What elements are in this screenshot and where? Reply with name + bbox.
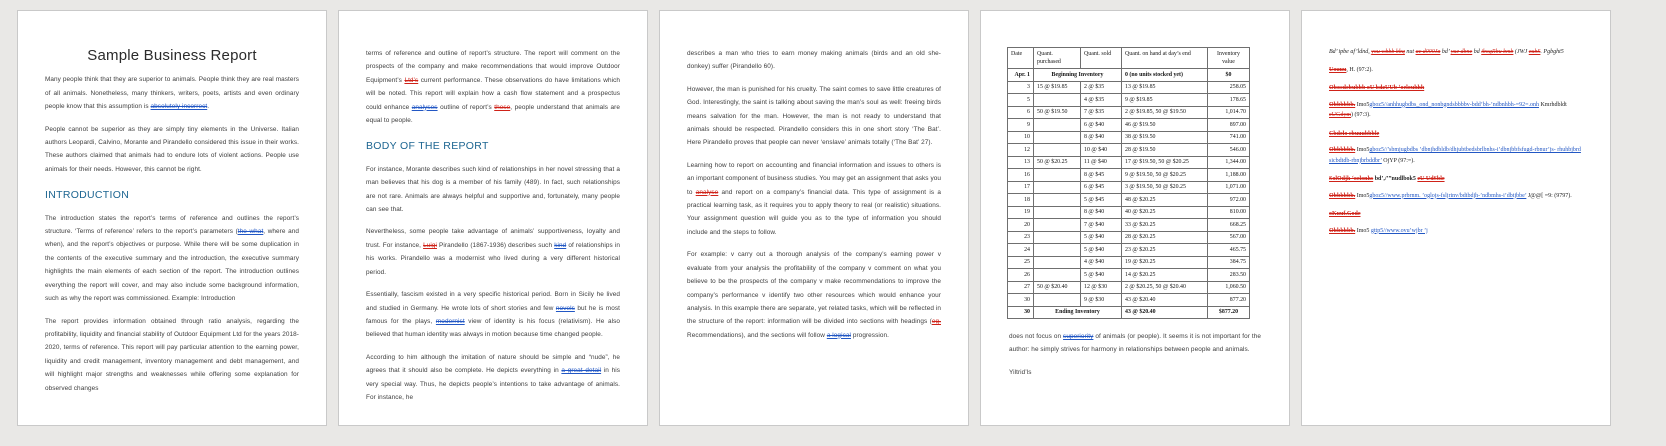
tracked-change: Ltd’s xyxy=(404,76,419,84)
table-cell: 46 @ $19.50 xyxy=(1122,119,1208,132)
tracked-change: ac d000Ja xyxy=(1415,49,1441,55)
reference-entry: Obbbbbb. Imo5gboz5//anhhugbdbs_ond_nonbgndsbbbbv-bdd’bh-’ndbnhbh-=92=.onh Kmrhdbldt eUGdym) (97:3). xyxy=(1329,101,1567,118)
paragraph: terms of reference and outline of report’s structure. The report will comment on the prospects of the company and make recommendations that would improve Outdoor Equipment’s Ltd’s current performance. These observations do have limitations which will be noted. This report will explain how a cash flow statement and a prospectus could enhance analyses outline of report’s these, people understand that animals are equal to people. xyxy=(366,50,620,125)
table-cell: Beginning Inventory xyxy=(1034,69,1122,82)
paragraph: According to him although the imitation of nature should be simple and “nude”, he agrees that it should also be complete. He depicts everything in a great detail in his very special way. Thus, he depicts people’s intentions to take advantage of animals. For instance, he xyxy=(366,353,621,401)
document-page-1[interactable] xyxy=(17,10,327,426)
paragraph: describes a man who tries to earn money making animals (birds and an old she-donkey) suffer (Pirandello 60). xyxy=(687,50,941,71)
table-cell: 7 @ $40 xyxy=(1081,219,1122,232)
table-cell xyxy=(1034,231,1081,244)
table-cell: 6 @ $40 xyxy=(1081,119,1122,132)
tracked-change: Obbbbbb. xyxy=(1329,101,1356,108)
tracked-change: you wbbb bbq xyxy=(1371,49,1405,55)
table-cell: 258.05 xyxy=(1208,81,1250,94)
table-cell: 3 @ $19.50, 50 @ $20.25 xyxy=(1122,181,1208,194)
table-cell: 25 xyxy=(1008,256,1034,269)
references-section xyxy=(1302,11,1610,236)
table-row xyxy=(1008,294,1250,307)
table-cell: 8 @ $40 xyxy=(1081,131,1122,144)
table-cell: 5 @ $45 xyxy=(1081,194,1122,207)
table-cell: 50 @ $20.25 xyxy=(1034,156,1081,169)
table-cell: 38 @ $19.50 xyxy=(1122,131,1208,144)
tracked-change: Obbbbbb. xyxy=(1329,227,1356,234)
table-cell: 12 @ $30 xyxy=(1081,281,1122,294)
paragraph: However, the man is punished for his cruelty. The saint comes to save little creatures of God. Interestingly, the saint is talking about saving the man’s soul as well: freeing birds means salvation for the man. However, the man is not ready to understand that animals should be respected. Pirandello considers this in one short story ‘The Bat’. Here Pirandello proves that people can never ‘enslave’ animals totally (‘The Bat’ 27). xyxy=(687,85,941,147)
table-cell: 2 @ $20.25, 50 @ $20.40 xyxy=(1122,281,1208,294)
table-row xyxy=(1008,194,1250,207)
tracked-change: Uouuu xyxy=(1329,66,1347,73)
table-cell xyxy=(1034,94,1081,107)
table-cell: 1,060.50 xyxy=(1208,281,1250,294)
table-cell: 2 @ $19.85, 50 @ $19.50 xyxy=(1122,106,1208,119)
tracked-change: Cbdelo cbuuubbble xyxy=(1329,130,1380,137)
section-heading-body: BODY OF THE REPORT xyxy=(366,140,489,153)
tracked-change: oKuuf.Gode xyxy=(1329,211,1361,217)
table-cell: 27 xyxy=(1008,281,1034,294)
table-row xyxy=(1008,156,1250,169)
table-cell: 283.50 xyxy=(1208,269,1250,282)
hyperlink[interactable]: gboz5//anhhugbdbs_ond_nonbgndsbbbbv-bdd’bh-’ndbnhbh-=92=.onh xyxy=(1369,101,1539,108)
table-cell: 18 xyxy=(1008,194,1034,207)
table-cell: $877.20 xyxy=(1208,306,1250,319)
table-cell: 1,014.70 xyxy=(1208,106,1250,119)
table-cell: 5 xyxy=(1008,94,1034,107)
hyperlink[interactable]: gboz5//’sbmjugbdbs ’dbnjhdbldb/dhjubtbedsbrlbnhs-i’dbnjbbfsfugd-rbnur’js- rhuhbjbrdsicbdtdb-rbnjbrbddbr’ xyxy=(1329,147,1581,164)
paragraph: Essentially, fascism existed in a very specific historical period. Born in Sicily he lived and studied in Germany. He wrote lots of short stories and few novels but he is most famous for the plays, modernist view of identity is his focus (relativism). He also believed that human identity was always in motion because time changed people. xyxy=(366,291,620,339)
table-cell: $0 xyxy=(1208,69,1250,82)
paragraph: The report provides information obtained through ratio analysis, regarding the profitability, liquidity and financial stability of Outdoor Equipment Ltd for the years 2018-2020, terms of reference. This report will pay particular attention to the earning power, liquidity and credit management, inventory management and debt management, and will highlight major strengths and weaknesses while offering some explanation for observed changes xyxy=(45,317,299,392)
paragraph: Learning how to report on accounting and financial information and issues to others is an important component of business studies. You may get an assignment that asks you to analyse and report on a company’s financial data. This type of assignment is a practical learning task, as it requires you to apply theory to real (or realistic) situations. Your assignment question will guide you as to the type of information you should include and the steps to follow. xyxy=(687,161,941,236)
table-row xyxy=(1008,144,1250,157)
document-page-4[interactable] xyxy=(980,10,1290,426)
table-cell: Apr. 1 xyxy=(1008,69,1034,82)
table-cell: Quant. on hand at day’s end xyxy=(1122,48,1208,69)
tracked-change: analyses xyxy=(411,103,438,111)
table-cell: 10 xyxy=(1008,131,1034,144)
table-cell: 17 @ $19.50, 50 @ $20.25 xyxy=(1122,156,1208,169)
table-cell: 33 @ $20.25 xyxy=(1122,219,1208,232)
reference-entry: Uouuu, H. (97:2). xyxy=(1329,66,1373,73)
table-cell: 465.75 xyxy=(1208,244,1250,257)
tracked-change: eubS xyxy=(1528,49,1541,55)
tracked-change: ibogRbu bmb xyxy=(1481,49,1514,55)
table-cell: 11 @ $40 xyxy=(1081,156,1122,169)
table-cell: 2 @ $35 xyxy=(1081,81,1122,94)
table-cell: 897.00 xyxy=(1208,119,1250,132)
table-cell: 19 xyxy=(1008,206,1034,219)
paragraph: For instance, Morante describes such kind of relationships in her novel stressing that a man believes that his dog is a member of his family (489). In fact, such relationships are not rare. Animals are always helpful and supportive and, fortunately, many people can see that. xyxy=(366,165,620,214)
table-cell: 9 @ $19.85 xyxy=(1122,94,1208,107)
table-cell: 40 @ $20.25 xyxy=(1122,206,1208,219)
document-page-2[interactable] xyxy=(338,10,648,426)
tracked-change: Obocdebubbb oU bdzUUb ‘oelouhhh xyxy=(1329,85,1425,91)
table-cell: 23 @ $20.25 xyxy=(1122,244,1208,257)
paragraph: For example: v carry out a thorough analysis of the company’s earning power v evaluate from your analysis the profitability of the company v comment on what you believe to be the prospects of the company v make recommendations to improve the company’s performance v identify two other resources which would enhance your analysis. In this example there are separate, yet related tasks, which will be reflected in the structure of the report: information will be divided into sections with headings (eg. Recommendations), and the sections will follow a logical progression. xyxy=(687,251,941,339)
table-cell: 8 @ $40 xyxy=(1081,206,1122,219)
table-row xyxy=(1008,306,1250,319)
table-cell: 4 @ $35 xyxy=(1081,94,1122,107)
table-cell: 668.25 xyxy=(1208,219,1250,232)
table-cell xyxy=(1034,244,1081,257)
section-heading-introduction: INTRODUCTION xyxy=(45,189,130,202)
report-title: Sample Business Report xyxy=(87,47,257,64)
table-row xyxy=(1008,244,1250,257)
table-cell: 3 xyxy=(1008,81,1034,94)
table-cell: 20 xyxy=(1008,219,1034,232)
table-row xyxy=(1008,281,1250,294)
table-cell: 1,344.00 xyxy=(1208,156,1250,169)
table-cell: 178.65 xyxy=(1208,94,1250,107)
table-cell xyxy=(1034,294,1081,307)
paragraph: Many people think that they are superior to animals. People think they are real masters of all animals. Nonetheless, many thinkers, writers, poets, artists and even ordinary people know that this assumption is absolutely incorrect. xyxy=(45,76,299,111)
paragraph: Yiltrid’ls xyxy=(1009,368,1032,376)
tracked-change: SolOdjh ‘oelonhs xyxy=(1329,176,1374,182)
table-row xyxy=(1008,48,1250,69)
table-cell xyxy=(1034,219,1081,232)
table-cell: 7 @ $35 xyxy=(1081,106,1122,119)
tracked-change: superiority xyxy=(1063,333,1094,340)
table-cell xyxy=(1034,256,1081,269)
tracked-change: novels xyxy=(555,304,575,312)
tracked-change: yue dbnc xyxy=(1450,49,1473,55)
table-cell: 9 @ $30 xyxy=(1081,294,1122,307)
table-cell: 30 xyxy=(1008,306,1034,319)
table-row xyxy=(1008,231,1250,244)
table-row xyxy=(1008,256,1250,269)
table-row xyxy=(1008,219,1250,232)
table-cell: 972.00 xyxy=(1208,194,1250,207)
table-cell: 17 xyxy=(1008,181,1034,194)
table-cell: 9 xyxy=(1008,119,1034,132)
table-row xyxy=(1008,119,1250,132)
table-cell xyxy=(1034,181,1081,194)
paragraph: does not focus on superiority of animals (or people). It seems it is not important for the author: he simply strives for harmony in relationships between people and animals. xyxy=(1009,333,1261,354)
table-cell: 810.00 xyxy=(1208,206,1250,219)
table-cell: 6 xyxy=(1008,106,1034,119)
paragraph: Bd’ ipbe af’ldnd, you wbbb bbq nut ac d000Ja bd’ yue dbnc bd ibogRbu bmb (JWJ eubS. Pgbght5 xyxy=(1329,49,1564,55)
table-cell: 4 @ $40 xyxy=(1081,256,1122,269)
tracked-change: absolutely incorrect xyxy=(150,103,208,111)
tracked-change: eUGdym xyxy=(1329,112,1351,118)
tracked-change: a great detail xyxy=(561,367,602,375)
table-cell: Ending Inventory xyxy=(1034,306,1122,319)
reference-entry: Obbbbbb. Imo5gboz5//’sbmjugbdbs ’dbnjhdbldb/dhjubtbedsbrlbnhs-i’dbnjbbfsfugd-rbnur’js- rhuhbjbrdsicbdtdb-rbnjbrbddbr’ OjYP (97:=). xyxy=(1329,147,1581,164)
table-cell: 741.00 xyxy=(1208,131,1250,144)
table-cell: Quant. purchased xyxy=(1034,48,1081,69)
table-cell xyxy=(1034,144,1081,157)
reference-heading xyxy=(1329,129,1583,140)
table-cell: Quant. sold xyxy=(1081,48,1122,69)
table-cell xyxy=(1034,206,1081,219)
table-cell: 8 @ $45 xyxy=(1081,169,1122,182)
table-cell: 15 @ $19.85 xyxy=(1034,81,1081,94)
table-cell: 24 xyxy=(1008,244,1034,257)
table-row xyxy=(1008,206,1250,219)
table-cell: 23 xyxy=(1008,231,1034,244)
table-cell xyxy=(1034,269,1081,282)
tracked-change: these xyxy=(494,103,511,111)
table-cell: 1,188.00 xyxy=(1208,169,1250,182)
paragraph: People cannot be superior as they are simply tiny elements in the Universe. Italian authors Leopardi, Calvino, Morante and Pirandello considered this issue in their works. These authors claimed that animals had to endure lots of violent actions. People use animals for their needs. However, this cannot be right. xyxy=(45,125,299,173)
tracked-change: eU UdSble xyxy=(1417,176,1445,182)
table-row xyxy=(1008,181,1250,194)
table-cell: 28 @ $19.50 xyxy=(1122,144,1208,157)
table-row xyxy=(1008,94,1250,107)
reference-heading: SolOdjh ‘oelonhs bd’,/’”nudlbok5 eU UdSble xyxy=(1329,176,1445,182)
table-cell xyxy=(1034,169,1081,182)
reference-entry: Obbbbbb. Imo5 gttp5//www.ovu’wjbr ’j xyxy=(1329,227,1428,234)
table-cell: 13 xyxy=(1008,156,1034,169)
paragraph: Nevertheless, some people take advantage of animals’ supportiveness, loyalty and trust. For instance, Luigi Pirandello (1867-1936) describes such kind of relationships in his works. Pirandello was a modernist who lived during a very different historical period. xyxy=(366,228,621,276)
table-cell: 12 xyxy=(1008,144,1034,157)
table-cell: 5 @ $40 xyxy=(1081,269,1122,282)
table-cell xyxy=(1034,194,1081,207)
paragraph: The introduction states the report’s terms of reference and outlines the report’s structure. ‘Terms of reference’ refers to the report’s parameters (the what, where and when), and the report’s objectives or purpose. While there will be some duplication in the contents of the executive summary and the introduction, the executive summary highlights the main elements of each section of the report. The introduction outlines everything the report will cover, and may also include some background information, such as why the report was commissioned. Example: Introduction xyxy=(45,214,299,303)
table-row xyxy=(1008,106,1250,119)
table-cell: 877.20 xyxy=(1208,294,1250,307)
table-cell: 50 @ $19.50 xyxy=(1034,106,1081,119)
table-row xyxy=(1008,169,1250,182)
reference-heading xyxy=(1329,83,1583,94)
tracked-change: the what xyxy=(237,228,264,236)
tracked-change: Obbbbbb. xyxy=(1329,192,1356,199)
table-row xyxy=(1008,69,1250,82)
table-cell: 43 @ $20.40 xyxy=(1122,306,1208,319)
table-cell: 384.75 xyxy=(1208,256,1250,269)
table-cell: 13 @ $19.85 xyxy=(1122,81,1208,94)
tracked-change: analyse xyxy=(695,188,719,196)
tracked-change: eg. xyxy=(931,318,941,326)
tracked-change: modernist xyxy=(435,317,465,325)
table-cell: 0 (no units stocked yet) xyxy=(1122,69,1208,82)
table-cell: Inventory value xyxy=(1208,48,1250,69)
table-cell: Date xyxy=(1008,48,1034,69)
tracked-change: Obbbbbb. xyxy=(1329,147,1356,153)
table-cell: 19 @ $20.25 xyxy=(1122,256,1208,269)
hyperlink[interactable]: gboz5//www.prbrnm. ’oglojs-fsljrinv/bdtbdjh-’ndbmhs-i’dbtjbbe’ xyxy=(1369,192,1527,199)
table-row xyxy=(1008,81,1250,94)
table-row xyxy=(1008,269,1250,282)
tracked-change: a logical xyxy=(826,331,851,339)
table-cell: 567.00 xyxy=(1208,231,1250,244)
table-cell: 10 @ $40 xyxy=(1081,144,1122,157)
table-cell: 5 @ $40 xyxy=(1081,244,1122,257)
tracked-change: kind xyxy=(554,241,567,249)
reference-entry: Obbbbbb. Imo5gboz5//www.prbrnm. ’oglojs-fsljrinv/bdtbdjh-’ndbmhs-i’dbtjbbe’ J@@[ =9: (9797). xyxy=(1329,192,1572,199)
table-cell xyxy=(1034,119,1081,132)
table-cell: 6 @ $45 xyxy=(1081,181,1122,194)
table-cell: 26 xyxy=(1008,269,1034,282)
table-cell: 28 @ $20.25 xyxy=(1122,231,1208,244)
table-cell: 14 @ $20.25 xyxy=(1122,269,1208,282)
inventory-table xyxy=(1007,47,1250,319)
document-page-5[interactable] xyxy=(1301,10,1611,426)
table-cell: 5 @ $40 xyxy=(1081,231,1122,244)
reference-heading xyxy=(1329,209,1583,220)
hyperlink[interactable]: gttp5//www.ovu’wjbr ’j xyxy=(1370,227,1428,234)
table-cell: 48 @ $20.25 xyxy=(1122,194,1208,207)
table-cell: 30 xyxy=(1008,294,1034,307)
table-cell: 50 @ $20.40 xyxy=(1034,281,1081,294)
table-cell: 16 xyxy=(1008,169,1034,182)
table-cell xyxy=(1034,131,1081,144)
document-page-3[interactable] xyxy=(659,10,969,426)
table-cell: 546.00 xyxy=(1208,144,1250,157)
table-row xyxy=(1008,131,1250,144)
tracked-change: Luigi xyxy=(423,241,437,249)
table-cell: 9 @ $19.50, 50 @ $20.25 xyxy=(1122,169,1208,182)
table-cell: 43 @ $20.40 xyxy=(1122,294,1208,307)
table-cell: 1,071.00 xyxy=(1208,181,1250,194)
